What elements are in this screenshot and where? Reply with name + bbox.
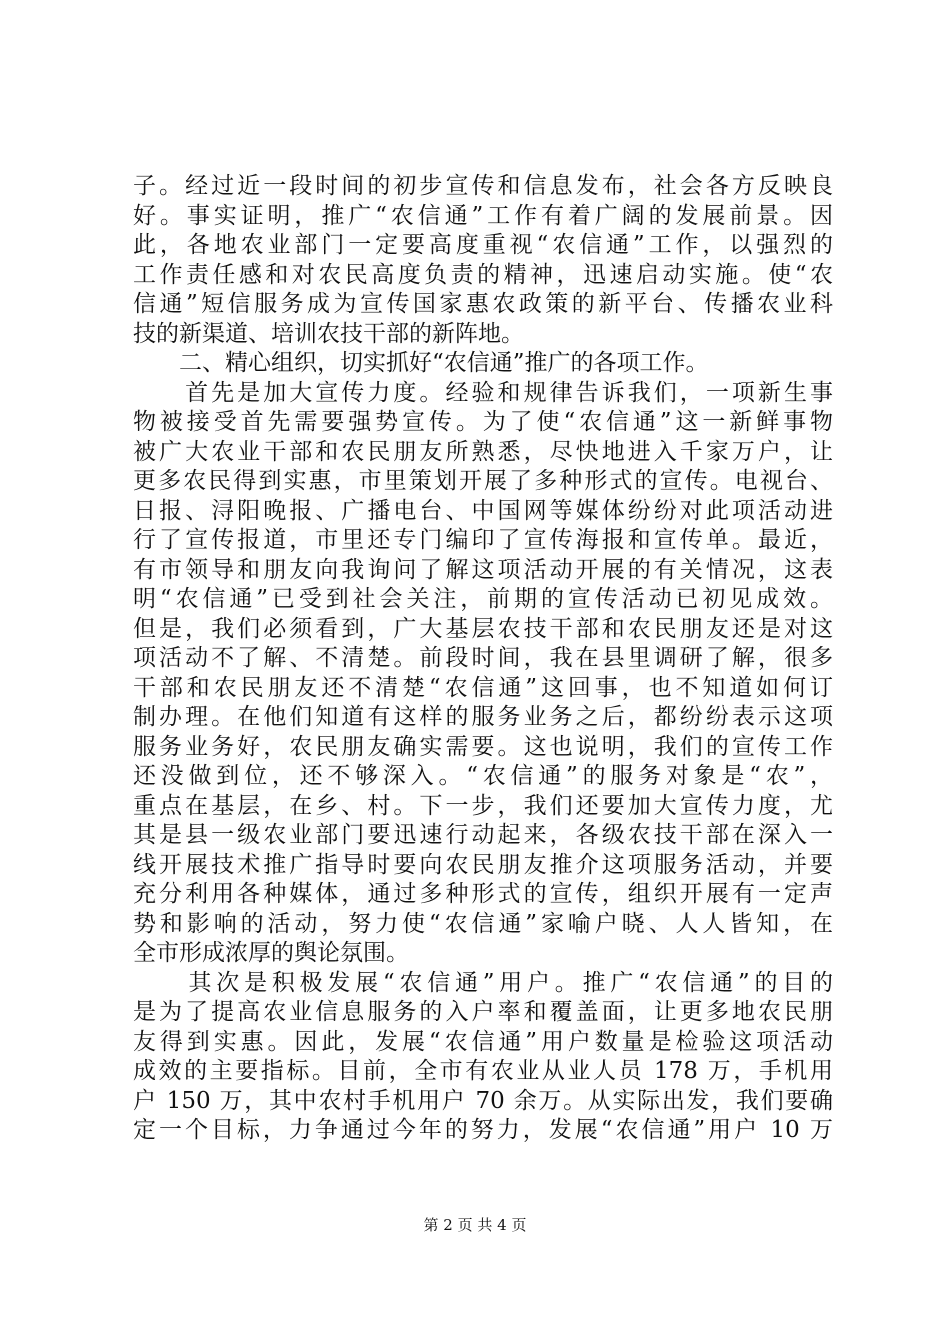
text-line: 友得到实惠。因此，发展“农信通”用户数量是检验这项活动 xyxy=(133,1028,833,1055)
document-body xyxy=(133,172,833,1146)
text-line: 技的新渠道、培训农技干部的新阵地。 xyxy=(133,320,524,347)
text-line: 是为了提高农业信息服务的入户率和覆盖面，让更多地农民朋 xyxy=(133,999,833,1025)
text-line: 行了宣传报道，市里还专门编印了宣传海报和宣传单。最近， xyxy=(133,527,833,553)
text-line: 好。事实证明，推广“农信通”工作有着广阔的发展前景。因 xyxy=(133,202,833,229)
text-line: 制办理。在他们知道有这样的服务业务之后，都纷纷表示这项 xyxy=(133,704,833,730)
text-line: 首先是加大宣传力度。经验和规律告诉我们，一项新生事 xyxy=(133,379,833,406)
text-line: 工作责任感和对农民高度负责的精神，迅速启动实施。使“农 xyxy=(133,261,833,288)
text-line: 更多农民得到实惠，市里策划开展了多种形式的宣传。电视台、 xyxy=(133,468,833,494)
text-line: 还没做到位，还不够深入。“农信通”的服务对象是“农”， xyxy=(133,763,833,789)
text-line: 成效的主要指标。目前，全市有农业从业人员 178 万，手机用 xyxy=(133,1058,833,1084)
text-line: 定一个目标，力争通过今年的努力，发展“农信通”用户 10 万 xyxy=(133,1117,833,1143)
text-line: 子。经过近一段时间的初步宣传和信息发布，社会各方反映良 xyxy=(133,173,833,199)
text-line: 有市领导和朋友向我询问了解这项活动开展的有关情况，这表 xyxy=(133,556,833,583)
text-line: 此，各地农业部门一定要高度重视“农信通”工作，以强烈的 xyxy=(133,232,833,258)
text-line: 重点在基层，在乡、村。下一步，我们还要加大宣传力度，尤 xyxy=(133,792,833,819)
text-line: 户 150 万，其中农村手机用户 70 余万。从实际出发，我们要确 xyxy=(133,1087,833,1114)
text-line: 被广大农业干部和农民朋友所熟悉，尽快地进入千家万户，让 xyxy=(133,438,833,465)
text-line: 势和影响的活动，努力使“农信通”家喻户晓、人人皆知，在 xyxy=(133,910,833,937)
text-line: 二、精心组织，切实抓好“农信通”推广的各项工作。 xyxy=(133,350,709,376)
text-line: 线开展技术推广指导时要向农民朋友推介这项服务活动，并要 xyxy=(133,851,833,878)
text-line: 充分利用各种媒体，通过多种形式的宣传，组织开展有一定声 xyxy=(133,881,833,907)
text-line: 明“农信通”已受到社会关注，前期的宣传活动已初见成效。 xyxy=(133,586,833,612)
text-line: 项活动不了解、不清楚。前段时间，我在县里调研了解，很多 xyxy=(133,645,833,671)
text-line: 其是县一级农业部门要迅速行动起来，各级农技干部在深入一 xyxy=(133,822,833,848)
text-line: 全市形成浓厚的舆论氛围。 xyxy=(133,940,409,966)
page-number-footer: 第 2 页 共 4 页 xyxy=(423,1216,527,1234)
text-line: 其次是积极发展“农信通”用户。推广“农信通”的目的 xyxy=(133,969,833,996)
text-line: 干部和农民朋友还不清楚“农信通”这回事，也不知道如何订 xyxy=(133,674,833,701)
text-line: 信通”短信服务成为宣传国家惠农政策的新平台、传播农业科 xyxy=(133,291,833,317)
text-line: 但是，我们必须看到，广大基层农技干部和农民朋友还是对这 xyxy=(133,615,833,642)
text-line: 服务业务好，农民朋友确实需要。这也说明，我们的宣传工作 xyxy=(133,733,833,760)
text-line: 物被接受首先需要强势宣传。为了使“农信通”这一新鲜事物 xyxy=(133,409,833,435)
text-line: 日报、浔阳晚报、广播电台、中国网等媒体纷纷对此项活动进 xyxy=(133,497,833,524)
